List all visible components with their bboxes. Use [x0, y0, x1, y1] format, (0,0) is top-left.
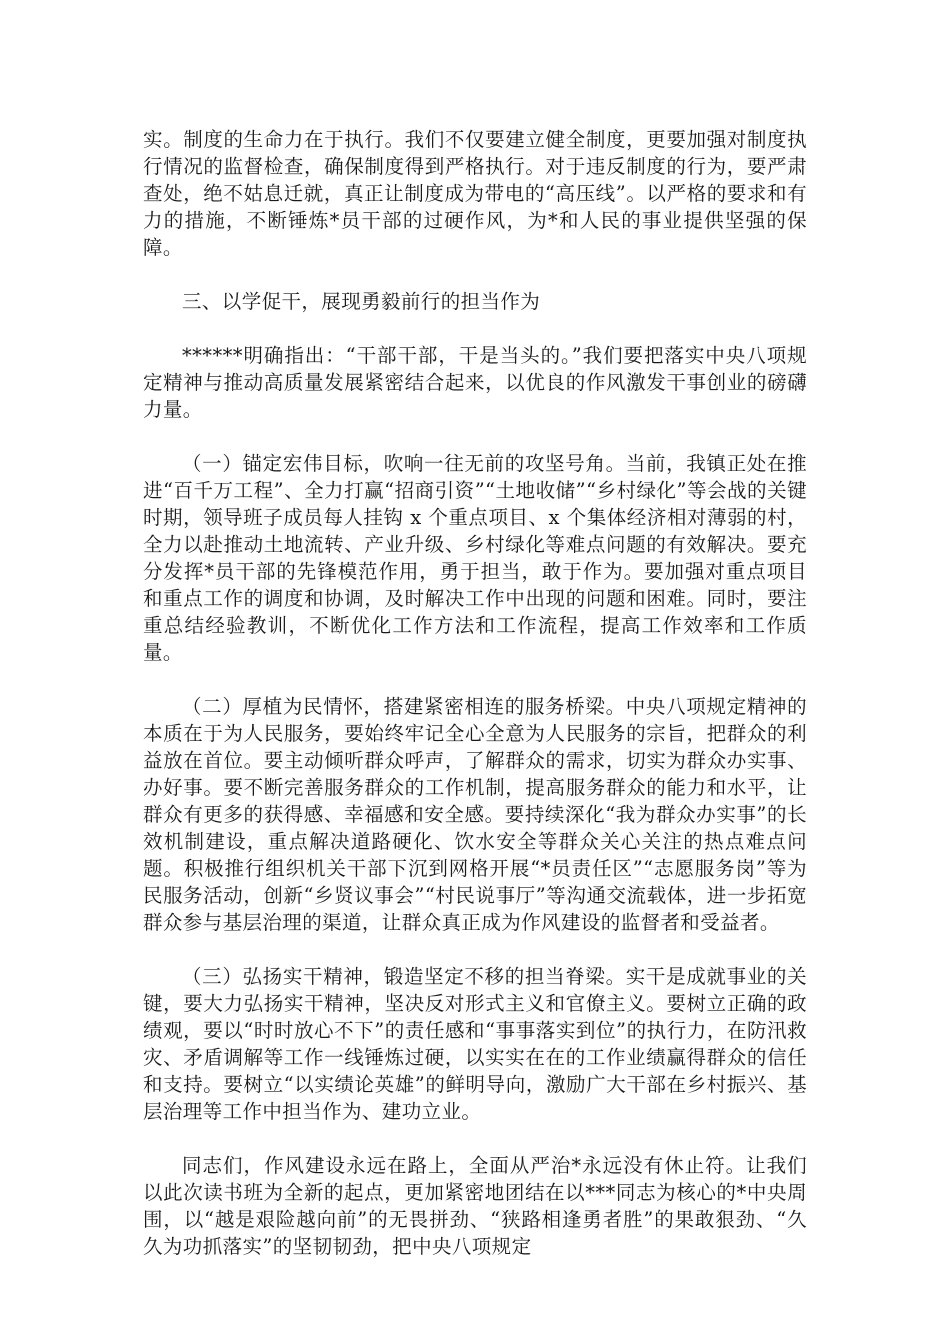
paragraph-closing: 同志们，作风建设永远在路上，全面从严治*永远没有休止符。让我们以此次读书班为全新的起点，更加紧密地团结在以***同志为核心的*中央周围，以“越是艰险越向前”的无畏拼劲、“狭路相逢勇者胜”的果敢狠劲、“久久为功抓落实”的坚韧韧劲，把中央八项规定 — [143, 1154, 807, 1258]
paragraph-continued: 实。制度的生命力在于执行。我们不仅要建立健全制度，更要加强对制度执行情况的监督检查，确保制度得到严格执行。对于违反制度的行为，要严肃查处，绝不姑息迁就，真正让制度成为带电的“高压线”。以严格的要求和有力的措施，不断锤炼*员干部的过硬作风，为*和人民的事业提供坚强的保障。 — [143, 128, 807, 259]
paragraph-item-1: （一）锚定宏伟目标，吹响一往无前的攻坚号角。当前，我镇正处在推进“百千万工程”、全力打赢“招商引资”“土地收储”“乡村绿化”等会战的关键时期，领导班子成员每人挂钩 x 个重点项目、x 个集体经济相对薄弱的村，全力以赴推动土地流转、产业升级、乡村绿化等难点问题的有效解决。要充分发挥*员干部的先锋模范作用，勇于担当，敢于作为。要加强对重点项目和重点工作的调度和协调，及时解决工作中出现的问题和困难。同时，要注重总结经验教训，不断优化工作方法和工作流程，提高工作效率和工作质量。 — [143, 452, 807, 664]
paragraph-item-2: （二）厚植为民情怀，搭建紧密相连的服务桥梁。中央八项规定精神的本质在于为人民服务，要始终牢记全心全意为人民服务的宗旨，把群众的利益放在首位。要主动倾听群众呼声，了解群众的需求，切实为群众办实事、办好事。要不断完善服务群众的工作机制，提高服务群众的能力和水平，让群众有更多的获得感、幸福感和安全感。要持续深化“我为群众办实事”的长效机制建设，重点解决道路硬化、饮水安全等群众关心关注的热点难点问题。积极推行组织机关干部下沉到网格开展“*员责任区”“志愿服务岗”等为民服务活动，创新“乡贤议事会”“村民说事厅”等沟通交流载体，进一步拓宽群众参与基层治理的渠道，让群众真正成为作风建设的监督者和受益者。 — [143, 695, 807, 934]
paragraph-item-3: （三）弘扬实干精神，锻造坚定不移的担当脊梁。实干是成就事业的关键，要大力弘扬实干精神，坚决反对形式主义和官僚主义。要树立正确的政绩观，要以“时时放心不下”的责任感和“事事落实到位”的执行力，在防汛救灾、矛盾调解等工作一线锤炼过硬，以实实在在的工作业绩赢得群众的信任和支持。要树立“以实绩论英雄”的鲜明导向，激励广大干部在乡村振兴、基层治理等工作中担当作为、建功立业。 — [143, 965, 807, 1123]
section-heading: 三、以学促干，展现勇毅前行的担当作为 — [182, 290, 541, 313]
paragraph-quote: ******明确指出：“干部干部，干是当头的。”我们要把落实中央八项规定精神与推动高质量发展紧密结合起来，以优良的作风激发干事创业的磅礴力量。 — [143, 344, 807, 421]
document-body — [143, 126, 807, 1260]
